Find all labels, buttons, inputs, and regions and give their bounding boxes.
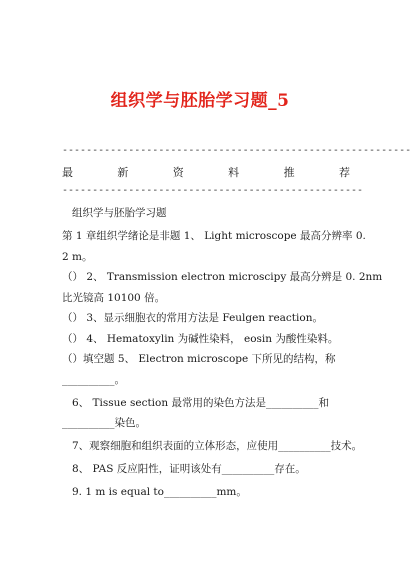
question-line: （） 3、显示细胞衣的常用方法是 Feulgen reaction。 xyxy=(62,312,323,324)
question-line: （） 4、 Hematoxylin 为碱性染料， eosin 为酸性染料。 xyxy=(62,333,339,345)
recommend-char: 料 xyxy=(228,166,240,179)
question-line: （） 2、 Transmission electron microscipy 最高分辨是 0. 2nm xyxy=(62,271,383,283)
question-line: __________染色。 xyxy=(62,417,146,429)
recommend-char: 资 xyxy=(172,166,184,179)
recommend-char: 最 xyxy=(62,166,73,179)
question-line: 7、观察细胞和组织表面的立体形态，应使用__________技术。 xyxy=(72,440,363,452)
divider-top: ---------------------------------------------------------- xyxy=(62,145,411,156)
question-line: 8、 PAS 反应阳性，证明该处有__________存在。 xyxy=(72,463,306,475)
recommend-char: 荐 xyxy=(338,166,350,179)
recommend-char: 新 xyxy=(117,166,129,179)
question-line: （）填空题 5、 Electron microscope 下所见的结构，称 xyxy=(62,353,336,365)
question-line: 6、 Tissue section 最常用的染色方法是__________和 xyxy=(72,397,329,409)
question-line: 2 m。 xyxy=(62,251,93,263)
recommend-heading xyxy=(62,164,350,180)
recommend-char: 推 xyxy=(283,166,295,179)
page-title: 组织学与胚胎学习题_5 xyxy=(110,91,290,111)
divider-bottom: -------------------------------------------------- xyxy=(62,185,364,196)
section-heading: 组织学与胚胎学习题 xyxy=(72,207,167,219)
question-line: 比光镜高 10100 倍。 xyxy=(62,292,166,304)
answer-blank: __________。 xyxy=(62,374,125,386)
question-line: 9. 1 m is equal to__________mm。 xyxy=(72,486,247,498)
question-line: 第 1 章组织学绪论是非题 1、 Light microscope 最高分辨率 0. xyxy=(62,230,366,242)
